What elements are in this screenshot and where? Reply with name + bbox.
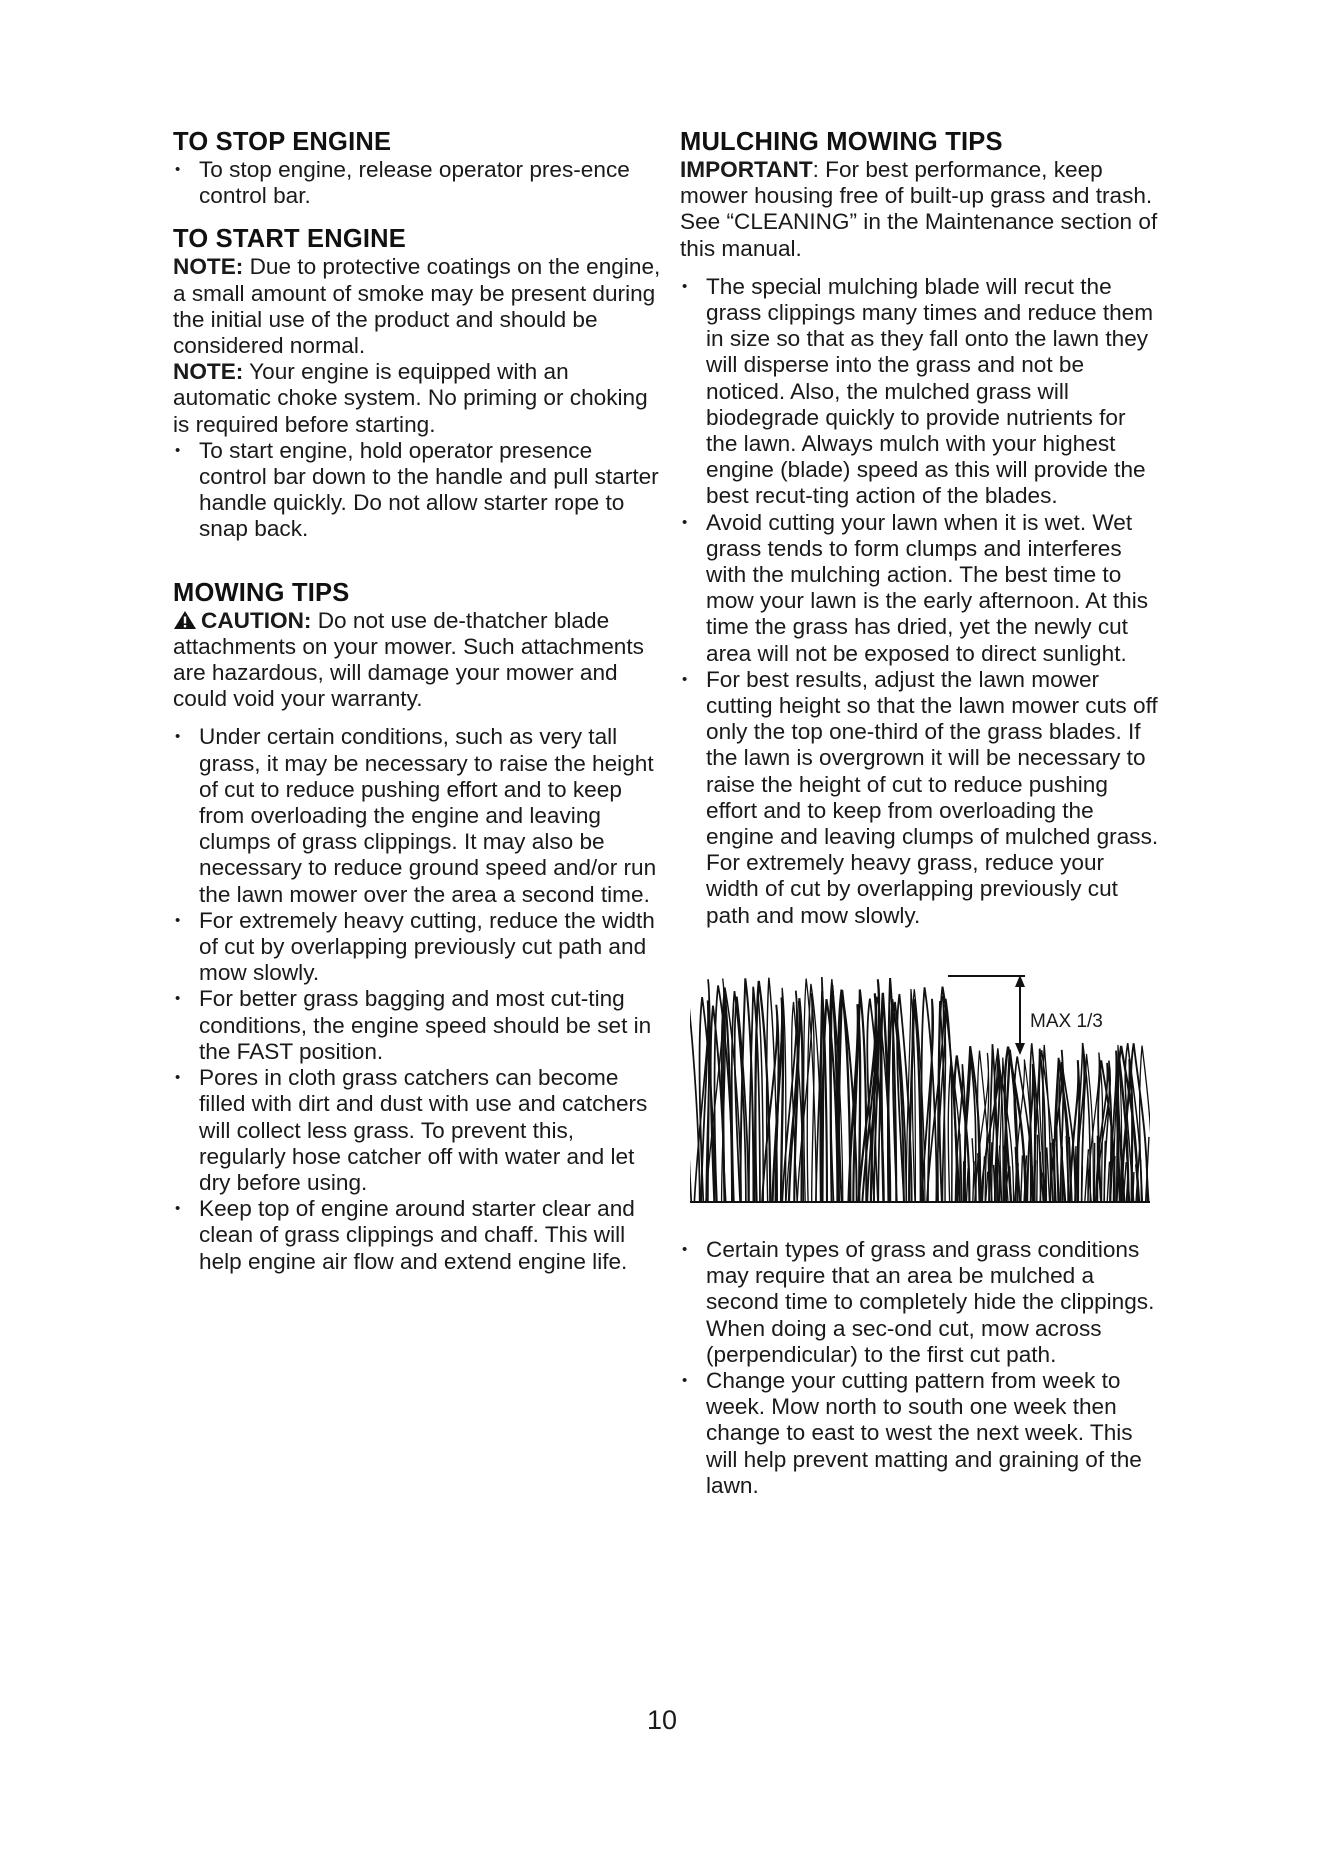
- mulching-tips-list: [680, 274, 1160, 929]
- list-item: • Avoid cutting your lawn when it is wet. Wet grass tends to form clumps and interferes with the mulching action. The best time to mow your lawn is the early afternoon. At this time the grass has dried, yet the newly cut area will not be exposed to direct sunlight.: [680, 510, 1160, 667]
- stop-engine-list: [173, 157, 663, 209]
- list-item: • Keep top of engine around starter clear and clean of grass clippings and chaff. This will help engine air flow and extend engine life.: [173, 1196, 663, 1275]
- start-engine-list: [173, 438, 663, 543]
- warning-triangle-icon: [173, 610, 197, 630]
- important-text: : For best performance, keep mower housing free of built-up grass and trash. See “CLEANING” in the Maintenance section of this manual.: [680, 157, 1158, 261]
- list-item: • Change your cutting pattern from week to week. Mow north to south one week then change to east to west the next week. This will help prevent matting and graining of the lawn.: [680, 1368, 1160, 1499]
- caution-text: Do not use de-thatcher blade attachments on your mower. Such attachments are hazardous, will damage your mower and could void your warranty.: [173, 607, 644, 712]
- caution-label: CAUTION:: [201, 607, 312, 633]
- list-item: • For better grass bagging and most cut-ting conditions, the engine speed should be set in the FAST position.: [173, 986, 663, 1065]
- list-item: • To stop engine, release operator pres-ence control bar.: [173, 157, 663, 209]
- note-label: NOTE:: [173, 359, 244, 385]
- mulching-tips-heading: MULCHING MOWING TIPS: [680, 128, 1003, 156]
- mulching-tips-list-continued: [680, 1237, 1160, 1499]
- list-item: • Pores in cloth grass catchers can become filled with dirt and dust with use and catchers will collect less grass. To prevent this, regularly hose catcher off with water and let dry before using.: [173, 1065, 663, 1196]
- start-note-1: [173, 254, 663, 359]
- start-engine-heading: TO START ENGINE: [173, 225, 406, 254]
- note-label: NOTE:: [173, 254, 244, 280]
- note-text: Due to protective coatings on the engine, a small amount of smoke may be present during the initial use of the product and should be considered normal.: [173, 254, 661, 359]
- list-item: • To start engine, hold operator presence control bar down to the handle and pull starter handle quickly. Do not allow starter rope to snap back.: [173, 438, 663, 543]
- important-paragraph: [680, 157, 1160, 262]
- grass-cut-height-figure: [690, 973, 1150, 1203]
- list-item: • Under certain conditions, such as very tall grass, it may be necessary to raise the height of cut to reduce pushing effort and to keep from overloading the engine and leaving clumps of grass clippings. It may also be necessary to reduce ground speed and/or run the lawn mower over the area a second time.: [173, 724, 663, 907]
- list-item: • Certain types of grass and grass conditions may require that an area be mulched a second time to completely hide the clippings. When doing a sec-ond cut, mow across (perpendicular) to the first cut path.: [680, 1237, 1160, 1368]
- list-item: • For extremely heavy cutting, reduce the width of cut by overlapping previously cut path and mow slowly.: [173, 908, 663, 987]
- caution-paragraph: [173, 608, 663, 713]
- mowing-tips-heading: MOWING TIPS: [173, 578, 350, 607]
- right-column: [680, 128, 1160, 1499]
- list-item: • For best results, adjust the lawn mower cutting height so that the lawn mower cuts off only the top one-third of the grass blades. If the lawn is overgrown it will be necessary to raise the height of cut to reduce pushing effort and to keep from overloading the engine and leaving clumps of mulched grass. For extremely heavy grass, reduce your width of cut by overlapping previously cut path and mow slowly.: [680, 667, 1160, 929]
- mowing-tips-list: [173, 724, 663, 1274]
- left-column: [173, 128, 663, 1275]
- note-text: Your engine is equipped with an automatic choke system. No priming or choking is required before starting.: [173, 359, 648, 437]
- important-label: IMPORTANT: [680, 157, 813, 182]
- grass-illustration: [690, 973, 1150, 1203]
- list-item: • The special mulching blade will recut the grass clippings many times and reduce them in size so that as they fall onto the lawn they will disperse into the grass and not be noticed. Also, the mulched grass will biodegrade quickly to provide nutrients for the lawn. Always mulch with your highest engine (blade) speed as this will provide the best recut-ting action of the blades.: [680, 274, 1160, 510]
- start-note-2: [173, 359, 663, 438]
- max-one-third-label: MAX 1/3: [1030, 1010, 1103, 1032]
- stop-engine-heading: TO STOP ENGINE: [173, 128, 392, 156]
- page-number: 10: [646, 1705, 678, 1735]
